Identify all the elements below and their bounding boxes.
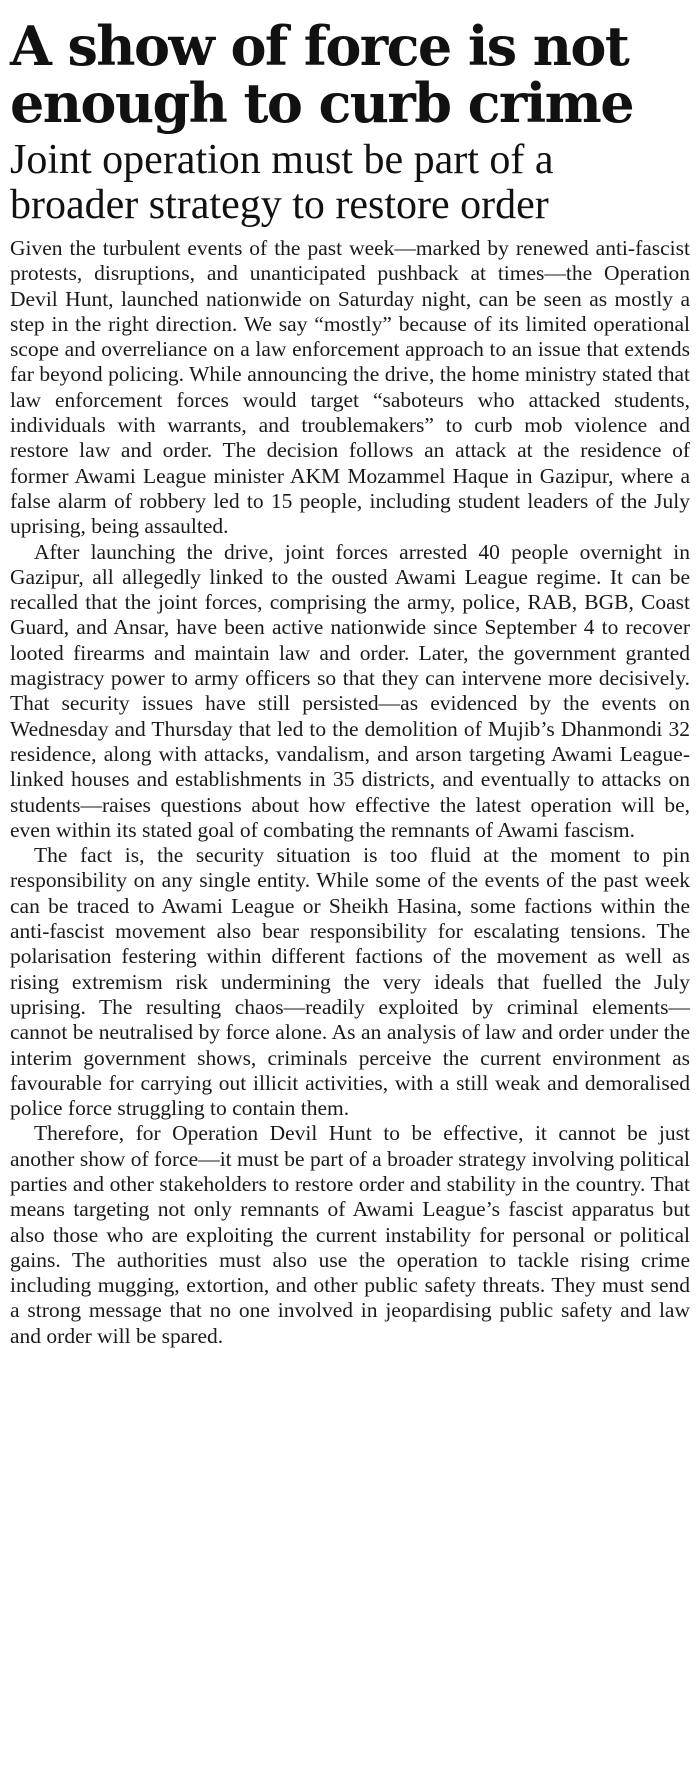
article-body (10, 236, 690, 1349)
paragraph-2: After launching the drive, joint forces arrested 40 people overnight in Gazipur, all allegedly linked to the ousted Awami League regime. It can be recalled that the joint forces, comprising the army, police, RAB, BGB, Coast Guard, and Ansar, have been active nationwide since September 4 to recover looted firearms and maintain law and order. Later, the government granted magistracy power to army officers so that they can intervene more decisively. That security issues have still persisted—as evidenced by the events on Wednesday and Thursday that led to the demolition of Mujib’s Dhanmondi 32 residence, along with attacks, vandalism, and arson targeting Awami League-linked houses and establishments in 35 districts, and eventually to attacks on students—raises questions about how effective the latest operation will be, even within its stated goal of combating the remnants of Awami fascism. (10, 539, 690, 842)
paragraph-1: Given the turbulent events of the past week—marked by renewed anti-fascist protests, disruptions, and unanticipated pushback at times—the Operation Devil Hunt, launched nationwide on Saturday night, can be seen as mostly a step in the right direction. We say “mostly” because of its limited operational scope and overreliance on a law enforcement approach to an issue that extends far beyond policing. While announcing the drive, the home ministry stated that law enforcement forces would target “saboteurs who attacked students, individuals with warrants, and troublemakers” to curb mob violence and restore law and order. The decision follows an attack at the residence of former Awami League minister AKM Mozammel Haque in Gazipur, where a false alarm of robbery led to 15 people, including student leaders of the July uprising, being assaulted. (10, 236, 690, 539)
paragraph-3: The fact is, the security situation is too fluid at the moment to pin responsibility on any single entity. While some of the events of the past week can be traced to Awami League or Sheikh Hasina, some factions within the anti-fascist movement also bear responsibility for escalating tensions. The polarisation festering within different factions of the movement as well as rising extremism risk undermining the very ideals that fuelled the July uprising. The resulting chaos—readily exploited by criminal elements—cannot be neutralised by force alone. As an analysis of law and order under the interim government shows, criminals perceive the current environment as favourable for carrying out illicit activities, with a still weak and demoralised police force struggling to contain them. (10, 843, 690, 1121)
subheadline: Joint operation must be part of a broader strategy to restore order (10, 137, 554, 228)
headline: A show of force is not enough to curb crime (10, 14, 633, 135)
paragraph-4: Therefore, for Operation Devil Hunt to be effective, it cannot be just another show of force—it must be part of a broader strategy involving political parties and other stakeholders to restore order and stability in the country. That means targeting not only remnants of Awami League’s fascist apparatus but also those who are exploiting the current instability for personal or political gains. The authorities must also use the operation to tackle rising crime including mugging, extortion, and other public safety threats. They must send a strong message that no one involved in jeopardising public safety and law and order will be spared. (10, 1121, 690, 1348)
